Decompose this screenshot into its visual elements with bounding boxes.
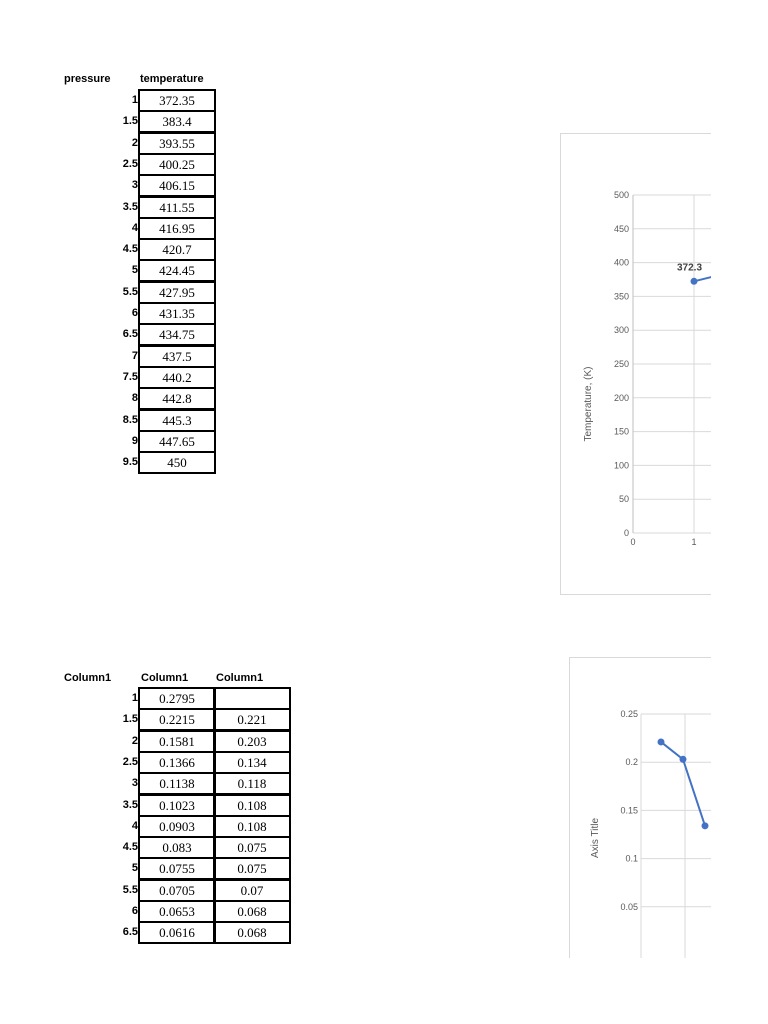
temperature-chart-ytick: 250 <box>613 359 629 369</box>
table2-col2-cell[interactable]: 0.2215 <box>138 708 216 731</box>
table1-pressure-cell: 9 <box>131 434 138 447</box>
temperature-chart-xtick: 1 <box>691 537 697 547</box>
table2-col3-cell[interactable]: 0.075 <box>213 836 291 859</box>
temperature-chart-ytick: 100 <box>613 460 629 471</box>
column-chart-ylabel: Axis Title <box>590 817 601 859</box>
table2-col1-cell: 2 <box>131 734 138 747</box>
table1-pressure-cell: 6 <box>131 307 138 319</box>
table2-col1-cell: 5 <box>131 862 138 875</box>
table1-pressure-cell: 1 <box>131 94 138 106</box>
table1-pressure-cell: 2 <box>131 136 138 149</box>
table2-col2-cell[interactable]: 0.0616 <box>138 921 216 944</box>
table1-pressure-cell: 5 <box>131 264 138 277</box>
table1-pressure-cell: 3 <box>131 179 138 192</box>
temperature-chart-ytick: 0 <box>623 528 629 538</box>
table2-col2-cell[interactable]: 0.0705 <box>138 879 216 902</box>
temperature-chart-data-label: 372.3 <box>677 262 703 274</box>
table2-col3-cell[interactable]: 0.221 <box>213 708 291 731</box>
table2-header-col3: Column1 <box>216 672 264 684</box>
temperature-chart-svg <box>561 134 711 594</box>
table1-temperature-cell[interactable]: 431.35 <box>138 302 216 325</box>
temperature-chart-point[interactable] <box>691 278 698 285</box>
table1-pressure-cell: 4.5 <box>122 243 138 256</box>
table1-pressure-cell: 4 <box>131 221 138 234</box>
table2-col2-cell[interactable]: 0.0903 <box>138 815 216 838</box>
column-chart-series-line <box>661 742 705 826</box>
table2-col1-cell: 5.5 <box>122 883 138 896</box>
table2-col1-cell: 2.5 <box>122 755 138 768</box>
column-chart-ytick: 0.25 <box>620 709 638 719</box>
column-chart-point[interactable] <box>680 756 687 763</box>
table2-col1-cell: 4.5 <box>122 841 138 854</box>
table2-col3-cell[interactable] <box>213 687 291 710</box>
temperature-chart-ytick: 50 <box>618 494 629 505</box>
temperature-chart-ytick: 500 <box>613 190 629 200</box>
table2-header-col1: Column1 <box>64 672 112 684</box>
column-chart-svg <box>570 658 711 958</box>
table1-pressure-cell: 5.5 <box>122 285 138 298</box>
table2-col2-cell[interactable]: 0.0755 <box>138 857 216 880</box>
table2-col1-cell: 3.5 <box>122 798 138 811</box>
table1-temperature-cell[interactable]: 437.5 <box>138 345 216 368</box>
table1-temperature-cell[interactable]: 372.35 <box>138 89 216 112</box>
table1-header-pressure: pressure <box>64 73 111 85</box>
table1-temperature-cell[interactable]: 440.2 <box>138 366 216 389</box>
column-chart-point[interactable] <box>702 822 709 829</box>
table1-temperature-cell[interactable]: 420.7 <box>138 238 216 261</box>
table1-pressure-cell: 7 <box>131 349 138 362</box>
table2-col1-cell: 1.5 <box>122 713 138 726</box>
table2-col3-cell[interactable]: 0.118 <box>213 772 291 795</box>
table2-col1-cell: 6 <box>131 905 138 917</box>
table1-pressure-cell: 2.5 <box>122 157 138 170</box>
table1-temperature-cell[interactable]: 400.25 <box>138 153 216 176</box>
table1-temperature-cell[interactable]: 383.4 <box>138 110 216 133</box>
column-chart-ytick: 0.15 <box>620 805 638 816</box>
temperature-chart-ytick: 350 <box>613 291 629 302</box>
table2-col2-cell[interactable]: 0.1138 <box>138 772 216 795</box>
table1-pressure-cell: 6.5 <box>122 328 138 341</box>
table1-pressure-cell: 8 <box>131 392 138 405</box>
table1-temperature-cell[interactable]: 424.45 <box>138 259 216 282</box>
table2-col3-cell[interactable]: 0.07 <box>213 879 291 902</box>
table1-temperature-cell[interactable]: 434.75 <box>138 323 216 346</box>
table2-col3-cell[interactable]: 0.068 <box>213 900 291 923</box>
column-chart-point[interactable] <box>658 738 665 745</box>
table2-col2-cell[interactable]: 0.2795 <box>138 687 216 710</box>
table2-col2-cell[interactable]: 0.1023 <box>138 794 216 817</box>
temperature-chart[interactable] <box>560 133 711 595</box>
table1-temperature-cell[interactable]: 393.55 <box>138 132 216 155</box>
table1-temperature-cell[interactable]: 411.55 <box>138 196 216 219</box>
table2-header-col2: Column1 <box>141 672 189 684</box>
table2-col3-cell[interactable]: 0.108 <box>213 815 291 838</box>
table1-temperature-cell[interactable]: 450 <box>138 451 216 474</box>
table2-col1-cell: 4 <box>131 819 138 832</box>
table2-col2-cell[interactable]: 0.083 <box>138 836 216 859</box>
column-chart[interactable] <box>569 657 711 958</box>
temperature-chart-xtick: 0 <box>630 537 636 547</box>
table1-temperature-cell[interactable]: 447.65 <box>138 430 216 453</box>
temperature-chart-ytick: 200 <box>613 392 629 403</box>
table2-col3-cell[interactable]: 0.075 <box>213 857 291 880</box>
table2-col3-cell[interactable]: 0.203 <box>213 730 291 753</box>
table2-col3-cell[interactable]: 0.134 <box>213 751 291 774</box>
temperature-chart-ylabel: Temperature, (K) <box>583 366 594 442</box>
temperature-chart-ytick: 450 <box>613 223 629 234</box>
column-chart-ytick: 0.1 <box>625 853 638 864</box>
table1-temperature-cell[interactable]: 406.15 <box>138 174 216 197</box>
table2-col2-cell[interactable]: 0.1581 <box>138 730 216 753</box>
table2-col1-cell: 3 <box>131 777 138 790</box>
table1-temperature-cell[interactable]: 427.95 <box>138 281 216 304</box>
column-chart-ytick: 0.05 <box>620 901 638 912</box>
table1-pressure-cell: 8.5 <box>122 413 138 426</box>
table1-temperature-cell[interactable]: 445.3 <box>138 409 216 432</box>
table1-header-temperature: temperature <box>140 73 204 85</box>
table2-col1-cell: 6.5 <box>122 926 138 939</box>
column-chart-ytick: 0.2 <box>625 757 638 768</box>
table2-col3-cell[interactable]: 0.108 <box>213 794 291 817</box>
temperature-chart-ytick: 300 <box>613 325 629 336</box>
table1-pressure-cell: 1.5 <box>122 115 138 128</box>
table1-temperature-cell[interactable]: 442.8 <box>138 387 216 410</box>
table1-pressure-cell: 3.5 <box>122 200 138 213</box>
table2-col3-cell[interactable]: 0.068 <box>213 921 291 944</box>
table1-pressure-cell: 7.5 <box>122 370 138 383</box>
table2-col1-cell: 1 <box>131 692 138 704</box>
table1-pressure-cell: 9.5 <box>122 456 138 469</box>
temperature-chart-ytick: 150 <box>613 426 629 437</box>
table2-col2-cell[interactable]: 0.0653 <box>138 900 216 923</box>
table2-col2-cell[interactable]: 0.1366 <box>138 751 216 774</box>
table1-temperature-cell[interactable]: 416.95 <box>138 217 216 240</box>
temperature-chart-ytick: 400 <box>613 257 629 268</box>
